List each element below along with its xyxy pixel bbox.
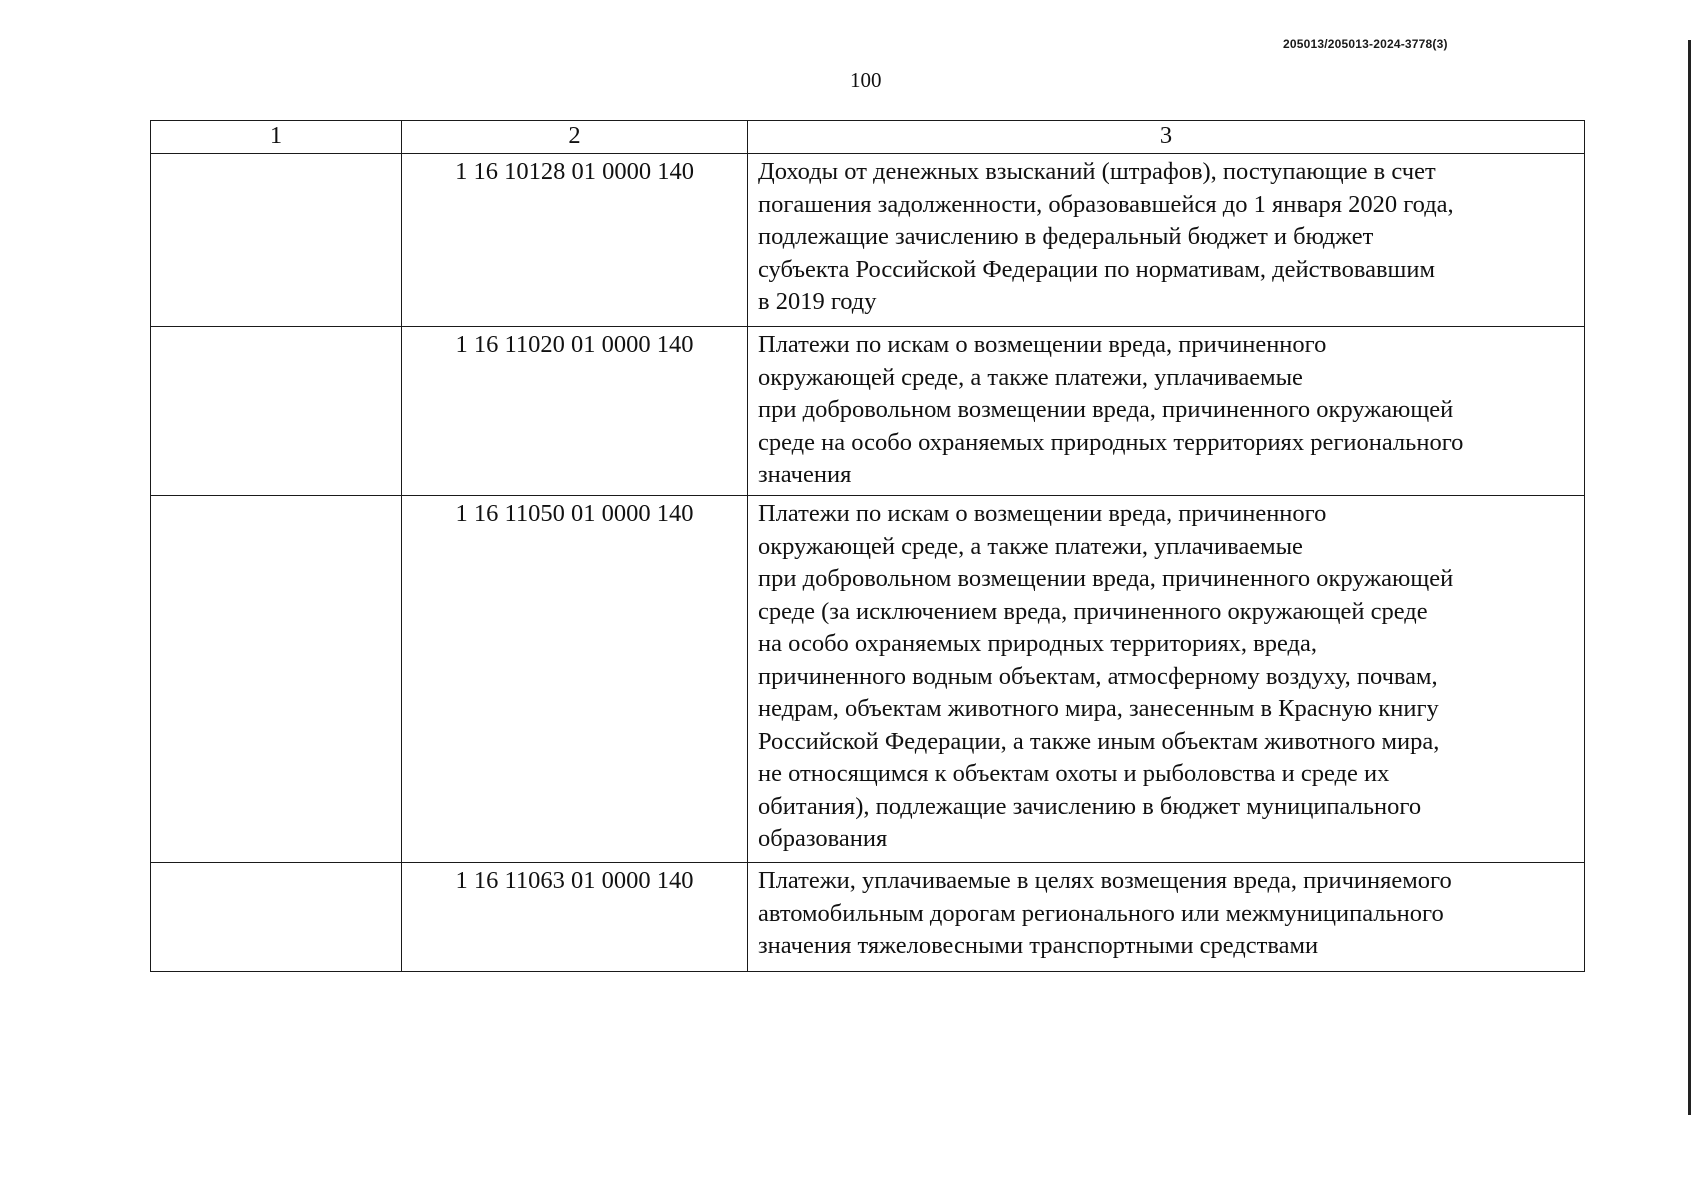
- description-line: подлежащие зачислению в федеральный бюджет и бюджет: [758, 223, 1374, 250]
- table-row: [151, 154, 1585, 327]
- column-header-3: 3: [748, 121, 1585, 154]
- kbk-code-cell: 1 16 11020 01 0000 140: [402, 327, 748, 496]
- description-cell: [748, 496, 1585, 863]
- page-number: 100: [850, 68, 882, 92]
- description-line: Российской Федерации, а также иным объектам животного мира,: [758, 727, 1440, 755]
- budget-classification-table: [150, 120, 1585, 972]
- description-cell: [748, 863, 1585, 972]
- description-cell: [748, 327, 1585, 496]
- kbk-code-cell: 1 16 11063 01 0000 140: [402, 863, 748, 972]
- description-line: Платежи, уплачиваемые в целях возмещения вреда, причиняемого: [758, 867, 1452, 894]
- description-line: среде (за исключением вреда, причиненного окружающей среде: [758, 597, 1428, 625]
- description-line: обитания), подлежащие зачислению в бюджет муниципального: [758, 792, 1422, 820]
- description-line: среде на особо охраняемых природных территориях регионального: [758, 428, 1464, 456]
- table-header-row: [151, 121, 1585, 154]
- column-header-1: 1: [151, 121, 402, 154]
- description-line: Платежи по искам о возмещении вреда, причиненного: [758, 500, 1327, 527]
- description-line: при добровольном возмещении вреда, причиненного окружающей: [758, 565, 1454, 592]
- administrator-cell: [151, 496, 402, 863]
- scan-edge-line: [1688, 40, 1691, 1115]
- description-line: не относящимся к объектам охоты и рыболовства и среде их: [758, 760, 1390, 787]
- description-line: недрам, объектам животного мира, занесенным в Красную книгу: [758, 695, 1439, 722]
- table-row: [151, 863, 1585, 972]
- table-row: [151, 327, 1585, 496]
- description-line: автомобильным дорогам регионального или межмуниципального: [758, 899, 1444, 927]
- description-line: Платежи по искам о возмещении вреда, причиненного: [758, 331, 1327, 358]
- kbk-code-cell: 1 16 11050 01 0000 140: [402, 496, 748, 863]
- administrator-cell: [151, 154, 402, 327]
- description-line: значения: [758, 461, 852, 488]
- description-line: погашения задолженности, образовавшейся до 1 января 2020 года,: [758, 190, 1454, 218]
- table-row: [151, 496, 1585, 863]
- description-line: в 2019 году: [758, 288, 877, 315]
- description-line: на особо охраняемых природных территориях, вреда,: [758, 630, 1318, 657]
- description-line: субъекта Российской Федерации по нормативам, действовавшим: [758, 255, 1436, 283]
- administrator-cell: [151, 863, 402, 972]
- description-line: причиненного водным объектам, атмосферному воздуху, почвам,: [758, 662, 1438, 690]
- administrator-cell: [151, 327, 402, 496]
- description-line: окружающей среде, а также платежи, уплачиваемые: [758, 532, 1303, 560]
- description-line: образования: [758, 825, 888, 852]
- description-line: окружающей среде, а также платежи, уплачиваемые: [758, 363, 1303, 391]
- description-cell: [748, 154, 1585, 327]
- column-header-2: 2: [402, 121, 748, 154]
- description-line: при добровольном возмещении вреда, причиненного окружающей: [758, 396, 1454, 423]
- kbk-code-cell: 1 16 10128 01 0000 140: [402, 154, 748, 327]
- description-line: значения тяжеловесными транспортными средствами: [758, 932, 1319, 959]
- description-line: Доходы от денежных взысканий (штрафов), поступающие в счет: [758, 158, 1436, 185]
- document-number: 205013/205013-2024-3778(3): [1283, 37, 1448, 51]
